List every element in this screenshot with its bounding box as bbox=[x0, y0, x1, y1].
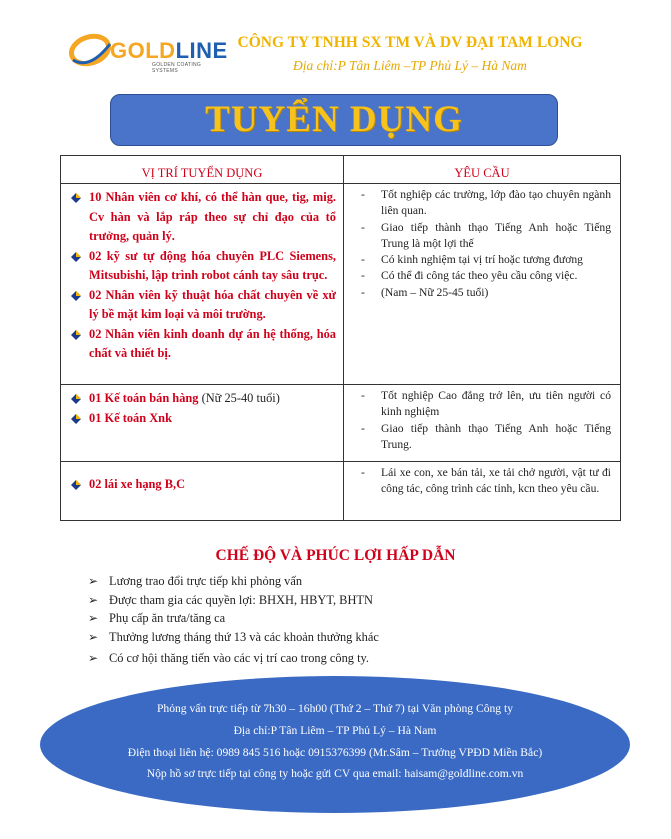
position-text: 02 Nhân viên kỹ thuật hóa chất chuyên về xử lý bề mặt kim loại và môi trường. bbox=[89, 287, 336, 321]
position-cell bbox=[61, 385, 344, 462]
contact-info bbox=[40, 698, 630, 785]
table-row bbox=[61, 385, 621, 462]
benefit-text: Có cơ hội thăng tiến vào các vị trí cao trong công ty. bbox=[109, 651, 370, 666]
arrow-bullet-icon: ➢ bbox=[88, 574, 99, 588]
position-item bbox=[70, 247, 336, 286]
requirement-item bbox=[361, 421, 611, 454]
requirement-text: Lái xe con, xe bán tải, xe tải chở người, vật tư đi công tác, công trình các tỉnh, kcn theo yêu cầu. bbox=[381, 466, 611, 496]
benefits-list bbox=[88, 572, 379, 668]
position-item bbox=[70, 286, 336, 325]
diamond-bullet-icon bbox=[70, 251, 82, 263]
position-text: 02 Nhân viên kinh doanh dự án hệ thống, hóa chất và thiết bị. bbox=[89, 326, 336, 360]
company-name: CÔNG TY TNHH SX TM VÀ DV ĐẠI TAM LONG bbox=[237, 34, 583, 51]
requirement-text: Tốt nghiệp Cao đẳng trở lên, ưu tiên người có kinh nghiệm bbox=[381, 389, 611, 419]
benefit-item bbox=[88, 572, 379, 591]
contact-line: Địa chỉ:P Tân Liêm – TP Phủ Lý – Hà Nam bbox=[233, 723, 437, 737]
benefit-item bbox=[88, 591, 379, 610]
diamond-bullet-icon bbox=[70, 329, 82, 341]
dash-bullet: - bbox=[361, 421, 365, 435]
title-banner bbox=[110, 94, 558, 146]
requirement-item bbox=[361, 268, 611, 284]
position-text: 02 kỹ sư tự động hóa chuyên PLC Siemens, Mitsubishi, lập trình robot cánh tay sâu trục. bbox=[89, 248, 336, 282]
requirement-item bbox=[361, 252, 611, 268]
requirements-list bbox=[345, 463, 619, 502]
table-row bbox=[61, 462, 621, 521]
dash-bullet: - bbox=[361, 466, 365, 479]
diamond-bullet-icon bbox=[70, 413, 82, 425]
requirements-list bbox=[345, 386, 619, 457]
requirement-item bbox=[361, 465, 611, 498]
requirement-item bbox=[361, 220, 611, 253]
requirements-cell bbox=[344, 385, 621, 462]
requirement-text: Có kinh nghiệm tại vị trí hoặc tương đương bbox=[381, 253, 583, 267]
diamond-bullet-icon bbox=[70, 290, 82, 302]
requirements-list bbox=[345, 185, 619, 305]
requirement-text: Giao tiếp thành thạo Tiếng Anh hoặc Tiếng Trung là một lợi thế bbox=[381, 220, 611, 250]
benefits-title: CHẾ ĐỘ VÀ PHÚC LỢI HẤP DẪN bbox=[215, 547, 456, 564]
benefit-item bbox=[88, 628, 379, 647]
arrow-bullet-icon: ➢ bbox=[88, 592, 99, 607]
requirements-cell bbox=[344, 462, 621, 521]
table-body bbox=[61, 184, 621, 521]
position-item bbox=[70, 325, 336, 364]
position-cell bbox=[61, 184, 344, 385]
header-position: VỊ TRÍ TUYỂN DỤNG bbox=[61, 156, 344, 184]
position-item bbox=[70, 188, 336, 247]
dash-bullet: - bbox=[361, 220, 365, 234]
benefit-text: Được tham gia các quyền lợi: BHXH, HBYT, BHTN bbox=[109, 592, 373, 607]
contact-line: Điện thoại liên hệ: 0989 845 516 hoặc 0915376399 (Mr.Sâm – Trưởng VPĐD Miền Bắc) bbox=[127, 745, 543, 759]
dash-bullet: - bbox=[361, 285, 365, 299]
requirement-text: Tốt nghiệp các trường, lớp đào tạo chuyên ngành liên quan. bbox=[381, 188, 611, 218]
position-item bbox=[70, 409, 336, 429]
benefit-item bbox=[88, 649, 379, 668]
arrow-bullet-icon: ➢ bbox=[88, 611, 99, 626]
table-row bbox=[61, 184, 621, 385]
position-list bbox=[62, 185, 342, 368]
requirement-text: (Nam – Nữ 25-45 tuổi) bbox=[381, 285, 489, 299]
contact-line: Phỏng vấn trực tiếp từ 7h30 – 16h00 (Thứ 2 – Thứ 7) tại Văn phòng Công ty bbox=[156, 702, 514, 715]
benefit-text: Thưởng lương tháng thứ 13 và các khoản thưởng khác bbox=[109, 629, 379, 644]
benefit-text: Lương trao đổi trực tiếp khi phỏng vấn bbox=[109, 574, 303, 588]
goldline-logo bbox=[68, 30, 228, 74]
diamond-bullet-icon bbox=[70, 192, 82, 204]
benefit-item bbox=[88, 609, 379, 628]
position-list bbox=[62, 386, 342, 432]
position-cell bbox=[61, 462, 344, 521]
table-header-row bbox=[61, 156, 621, 184]
position-text: 02 lái xe hạng B,C bbox=[89, 477, 186, 491]
diamond-bullet-icon bbox=[70, 393, 82, 405]
logo-subtitle: GOLDEN COATING SYSTEMS bbox=[152, 62, 202, 74]
benefit-text: Phụ cấp ăn trưa/tăng ca bbox=[109, 611, 226, 626]
requirement-text: Có thể đi công tác theo yêu cầu công việc. bbox=[381, 269, 578, 283]
logo-gold: GOLD bbox=[110, 38, 176, 63]
dash-bullet: - bbox=[361, 253, 365, 267]
requirement-item bbox=[361, 388, 611, 421]
diamond-bullet-icon bbox=[70, 479, 82, 491]
requirements-cell bbox=[344, 184, 621, 385]
position-list bbox=[62, 463, 342, 499]
recruitment-table bbox=[60, 155, 621, 521]
dash-bullet: - bbox=[361, 188, 365, 201]
arrow-bullet-icon: ➢ bbox=[88, 651, 99, 666]
position-text: 01 Kế toán Xnk bbox=[89, 410, 172, 425]
requirement-text: Giao tiếp thành thạo Tiếng Anh hoặc Tiếng Trung. bbox=[381, 421, 611, 451]
arrow-bullet-icon: ➢ bbox=[88, 629, 99, 644]
page-title: TUYỂN DỤNG bbox=[205, 99, 463, 140]
company-address: Địa chỉ:P Tân Liêm –TP Phủ Lý – Hà Nam bbox=[293, 58, 527, 73]
contact-line: Nộp hồ sơ trực tiếp tại công ty hoặc gửi CV qua email: haisam@goldline.com.vn bbox=[146, 767, 524, 781]
position-item bbox=[70, 475, 336, 495]
logo-text bbox=[110, 38, 228, 64]
position-text: 10 Nhân viên cơ khí, có thể hàn que, tig, mig. Cv hàn và lắp ráp theo sự chỉ đạo của tổ trưởng, quản lý. bbox=[89, 190, 336, 243]
logo-line: LINE bbox=[175, 38, 228, 63]
swoosh-icon bbox=[68, 30, 112, 70]
position-note: (Nữ 25-40 tuổi) bbox=[198, 391, 280, 405]
requirement-item bbox=[361, 285, 611, 301]
requirement-item bbox=[361, 187, 611, 220]
position-text: 01 Kế toán bán hàng bbox=[89, 391, 199, 405]
position-item bbox=[70, 389, 336, 409]
dash-bullet: - bbox=[361, 389, 365, 402]
header-requirements: YÊU CẦU bbox=[344, 156, 621, 184]
dash-bullet: - bbox=[361, 269, 365, 283]
